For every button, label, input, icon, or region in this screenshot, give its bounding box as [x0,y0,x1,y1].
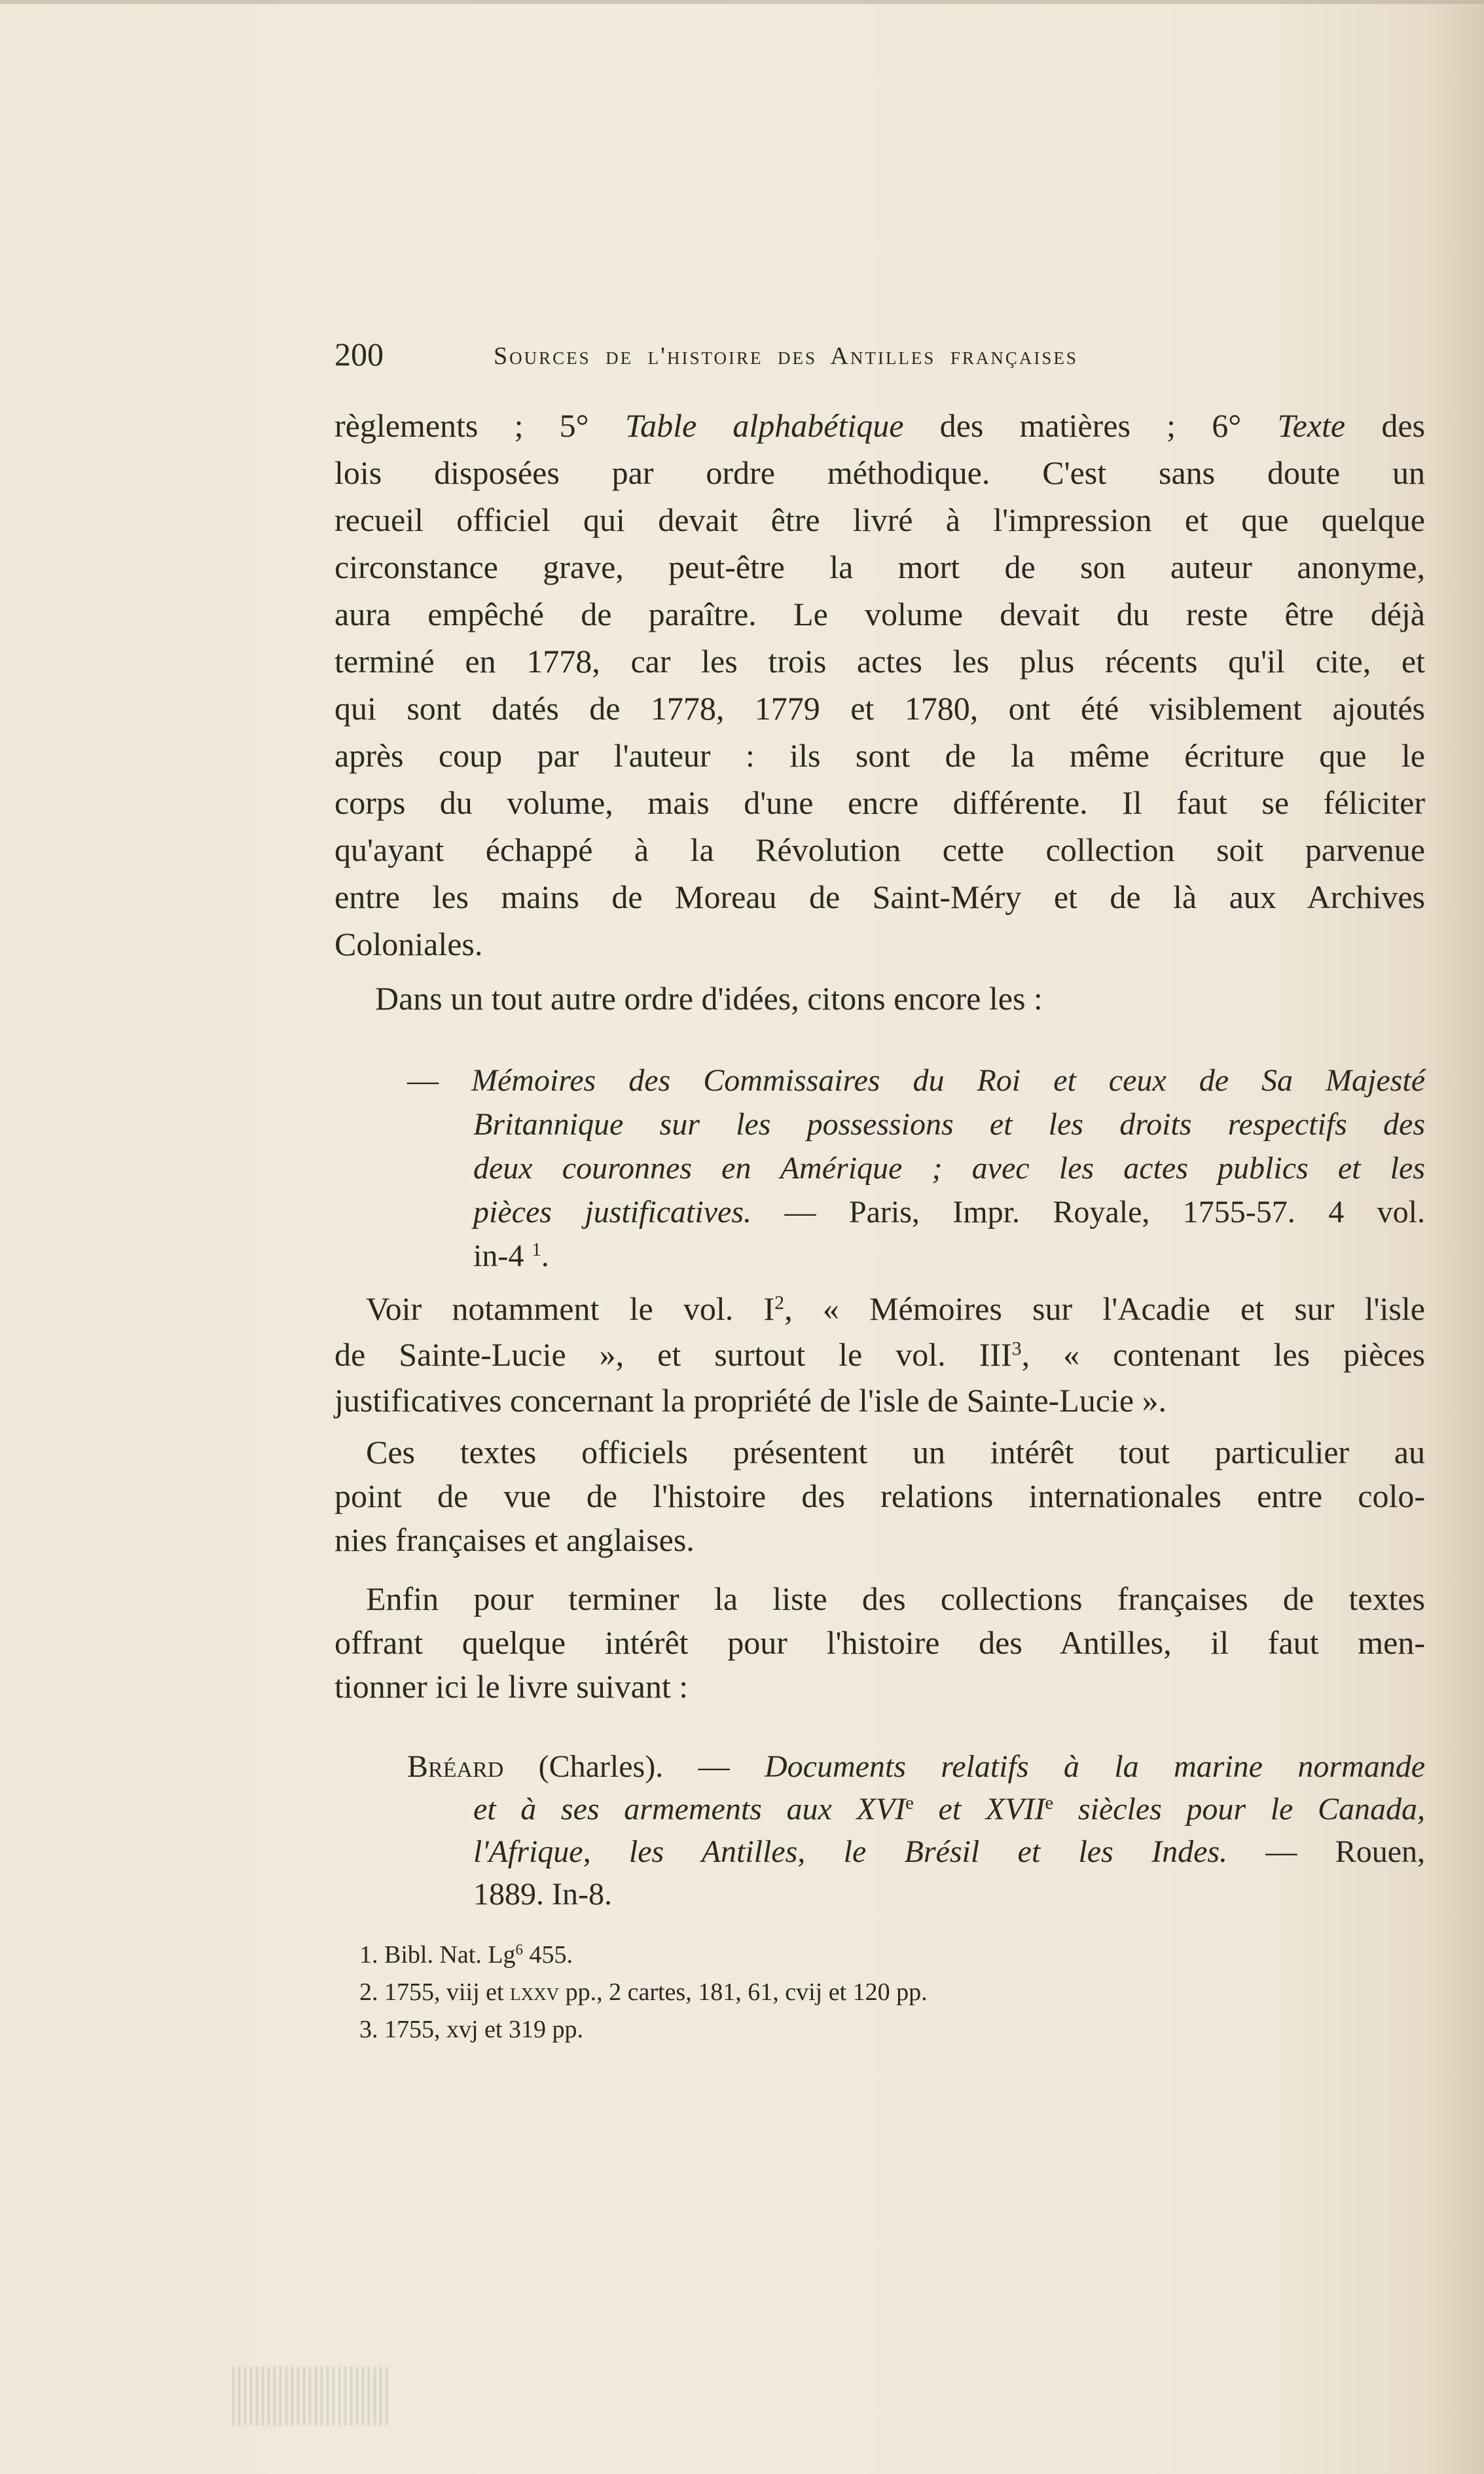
footnote [359,1937,1244,1974]
text-line [366,1286,1425,1332]
italic-text: siècles pour le Canada, [1053,1792,1426,1827]
text-segment: Voir notamment le vol. I [366,1290,775,1327]
text-segment: (Charles). — [503,1749,765,1784]
text-line [335,1518,1425,1562]
text-segment: des [1345,407,1425,444]
italic-text: l'Afrique, les Antilles, le Brésil et les Indes. [473,1834,1228,1869]
text-segment: 1. Bibl. Nat. Lg [359,1941,516,1969]
text-segment: Ces textes officiels présentent un intérêt tout particulier au [366,1434,1425,1470]
text-line [335,638,1425,685]
superscript: e [1045,1792,1054,1814]
italic-text: Britannique sur les possessions et les droits respectifs des [473,1107,1425,1142]
text-line [407,1059,1425,1102]
text-segment: terminé en 1778, car les trois actes les plus récents qu'il cite, et [335,643,1425,680]
text-segment: circonstance grave, peut-être la mort de son auteur anonyme, [335,549,1425,585]
footnote [359,1974,1244,2011]
page-number: 200 [335,336,384,373]
text-line [473,1102,1425,1146]
text-segment: . [541,1239,549,1273]
italic-text: et à ses armements aux XVI [473,1792,906,1827]
running-title: Sources de l'histoire des Antilles françaises [494,342,1078,370]
text-line [335,402,1425,449]
text-line [473,1190,1425,1234]
text-segment: corps du volume, mais d'une encre différente. Il faut se féliciter [335,784,1425,821]
text-segment: lxxv [510,1978,560,2006]
text-line [335,449,1425,496]
italic-text: deux couronnes en Amérique ; avec les actes publics et les [473,1151,1425,1186]
text-line [473,1146,1425,1190]
text-line [335,685,1425,732]
text-segment: tionner ici le livre suivant : [335,1668,689,1705]
footnote [359,2011,1244,2048]
text-line [335,826,1425,873]
text-line [335,1621,1425,1665]
text-segment: 455. [522,1941,573,1969]
text-line [473,1234,1425,1278]
text-line [335,779,1425,826]
italic-text: pièces justificatives. [473,1195,751,1229]
text-line [473,1873,1425,1916]
text-line [335,1332,1425,1377]
text-line [473,1788,1425,1830]
text-segment: Enfin pour terminer la liste des collections françaises de textes [366,1580,1425,1617]
text-segment: Coloniales. [335,926,483,962]
text-segment: justificatives concernant la propriété de l'isle de Sainte-Lucie ». [335,1382,1167,1419]
superscript: 2 [774,1292,785,1314]
text-segment: lois disposées par ordre méthodique. C'est sans doute un [335,454,1425,491]
text-line [407,1745,1425,1788]
text-line [335,496,1425,543]
text-segment: , « contenant les pièces [1021,1336,1425,1373]
text-segment: offrant quelque intérêt pour l'histoire des Antilles, il faut men- [335,1624,1425,1661]
text-segment: après coup par l'auteur : ils sont de la même écriture que le [335,737,1425,774]
text-line [335,1474,1425,1518]
text-line [335,1377,1425,1423]
text-segment: 2. 1755, viij et [359,1978,511,2006]
text-line [366,1430,1425,1474]
text-line [335,732,1425,779]
page-top-edge [0,0,1484,4]
text-segment: — Rouen, [1227,1834,1425,1869]
text-segment: Dans un tout autre ordre d'idées, citons encore les : [375,980,1043,1017]
text-segment: , « Mémoires sur l'Acadie et sur l'isle [784,1290,1425,1327]
text-segment: recueil officiel qui devait être livré à l'impression et que quelque [335,501,1425,538]
text-segment: 1889. In-8. [473,1877,612,1912]
text-segment: point de vue de l'histoire des relations internationales entre colo- [335,1478,1425,1514]
text-segment: de Sainte-Lucie », et surtout le vol. III [335,1336,1012,1373]
text-segment: — Paris, Impr. Royale, 1755-57. 4 vol. [751,1195,1425,1229]
text-line [335,873,1425,920]
text-segment: des matières ; 6° [903,407,1278,444]
text-line [366,1577,1425,1621]
text-segment: règlements ; 5° [335,407,625,444]
text-line [473,1830,1425,1873]
superscript: e [905,1792,914,1814]
superscript: 6 [515,1941,523,1958]
superscript: 3 [1011,1337,1022,1360]
text-line [375,975,1425,1022]
text-segment: entre les mains de Moreau de Saint-Méry et de là aux Archives [335,879,1425,915]
text-line [335,920,1425,968]
text-segment: qui sont datés de 1778, 1779 et 1780, ont été visiblement ajoutés [335,690,1425,727]
text-segment: in-4 [473,1239,532,1273]
text-segment: Bréard [407,1749,504,1784]
italic-text: Texte [1277,407,1346,444]
text-segment: nies françaises et anglaises. [335,1521,695,1558]
text-segment: aura empêché de paraître. Le volume devait du reste être déjà [335,596,1425,632]
text-line [335,591,1425,638]
italic-text: Documents relatifs à la marine normande [764,1749,1425,1784]
text-segment: — [407,1063,472,1098]
italic-text: et XVII [913,1792,1045,1827]
library-stamp [232,2367,389,2426]
text-line [335,543,1425,591]
text-segment: 3. 1755, xvj et 319 pp. [359,2016,583,2043]
text-line [335,1665,1425,1709]
text-segment: qu'ayant échappé à la Révolution cette collection soit parvenue [335,831,1425,868]
italic-text: Table alphabétique [624,407,904,444]
italic-text: Mémoires des Commissaires du Roi et ceux de Sa Majesté [471,1063,1426,1098]
superscript: 1 [532,1239,541,1261]
text-segment: pp., 2 cartes, 181, 61, cvij et 120 pp. [559,1978,928,2006]
